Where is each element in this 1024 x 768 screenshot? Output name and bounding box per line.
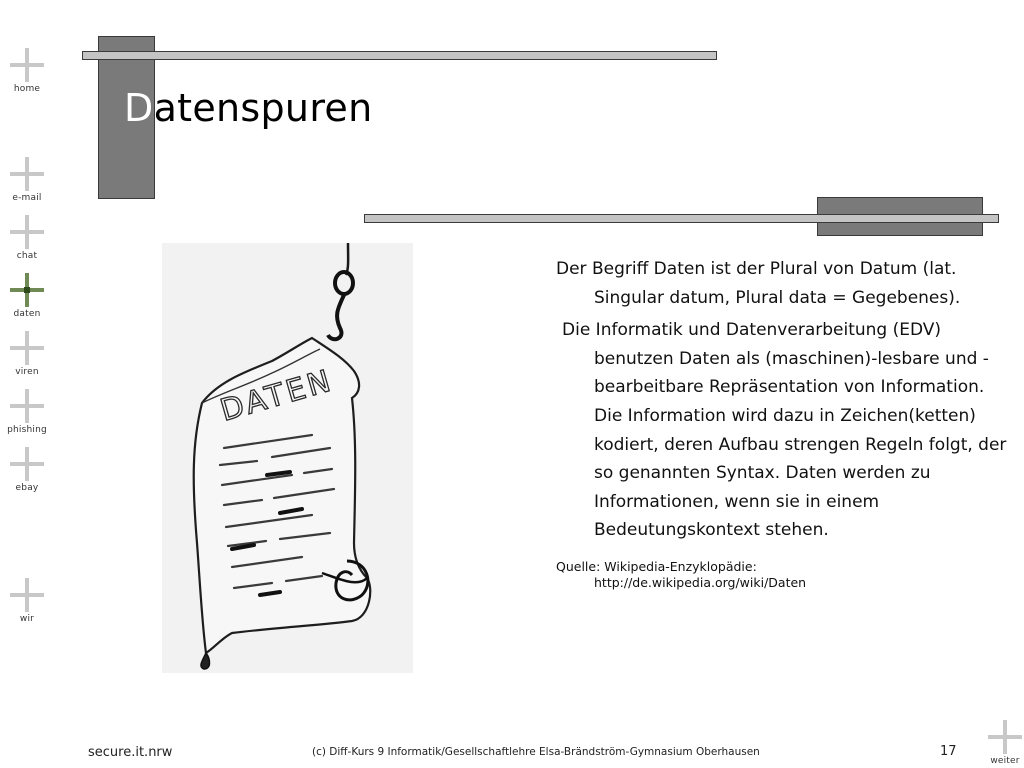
nav-item-phishing[interactable]: [0, 389, 54, 435]
nav-item-ebay[interactable]: [0, 447, 54, 493]
plus-icon: [10, 215, 44, 249]
nav-label-viren: viren: [15, 367, 39, 377]
footer-copyright: (c) Diff-Kurs 9 Informatik/Gesellschaftlehre Elsa-Brändström-Gymnasium Oberhausen: [312, 746, 760, 758]
nav-label-email: e-mail: [12, 193, 42, 203]
source-citation: [556, 559, 1016, 591]
source-url[interactable]: http://de.wikipedia.org/wiki/Daten: [594, 574, 807, 590]
nav-item-email[interactable]: [0, 157, 54, 203]
sketch-scroll-heading: DATEN: [216, 363, 338, 429]
plus-icon: [10, 578, 44, 612]
nav-item-daten[interactable]: [0, 273, 54, 319]
page-number: 17: [940, 744, 957, 759]
plus-icon-active: [10, 273, 44, 307]
next-label: weiter: [990, 756, 1020, 766]
title-rest: atenspuren: [153, 86, 373, 130]
data-scroll-sketch-image: [162, 243, 413, 673]
nav-label-wir: wir: [19, 614, 35, 624]
plus-icon: [10, 447, 44, 481]
plus-icon: [10, 389, 44, 423]
nav-label-ebay: ebay: [15, 483, 39, 493]
plus-icon: [10, 157, 44, 191]
scroll-drawing: [162, 243, 413, 673]
paragraph-informatics: Die Informatik und Datenverarbeitung (EDV) benutzen Daten als (maschinen)-lesbare und -bearbeitbare Repräsentation von Information. Die Information wird dazu in Zeichen(ketten) kodiert, deren Aufbau strengen Regeln folgt, der so genannten Syntax. Daten werden zu Informationen, wenn sie in einem Bedeutungskontext stehen.: [562, 320, 1007, 541]
nav-item-viren[interactable]: [0, 331, 54, 377]
slide-content: [556, 255, 1016, 591]
top-horizontal-bar: [82, 51, 717, 60]
plus-icon: [10, 48, 44, 82]
nav-label-phishing: phishing: [7, 425, 47, 435]
plus-icon: [10, 331, 44, 365]
paragraph-definition: Der Begriff Daten ist der Plural von Datum (lat. Singular datum, Plural data = Gegebenes).: [556, 259, 961, 308]
page-title: [124, 86, 372, 130]
nav-label-home: home: [13, 84, 41, 94]
nav-item-chat[interactable]: [0, 215, 54, 261]
nav-label-chat: chat: [16, 251, 38, 261]
source-label: Quelle: Wikipedia-Enzyklopädie:: [556, 558, 757, 574]
next-button[interactable]: [978, 720, 1024, 766]
nav-item-home[interactable]: [0, 48, 54, 94]
nav-item-wir[interactable]: [0, 578, 54, 624]
nav-label-daten: daten: [13, 309, 41, 319]
middle-horizontal-bar: [364, 214, 999, 223]
plus-icon: [988, 720, 1022, 754]
title-first-letter: D: [124, 86, 154, 130]
footer-site-name: secure.it.nrw: [88, 745, 173, 760]
